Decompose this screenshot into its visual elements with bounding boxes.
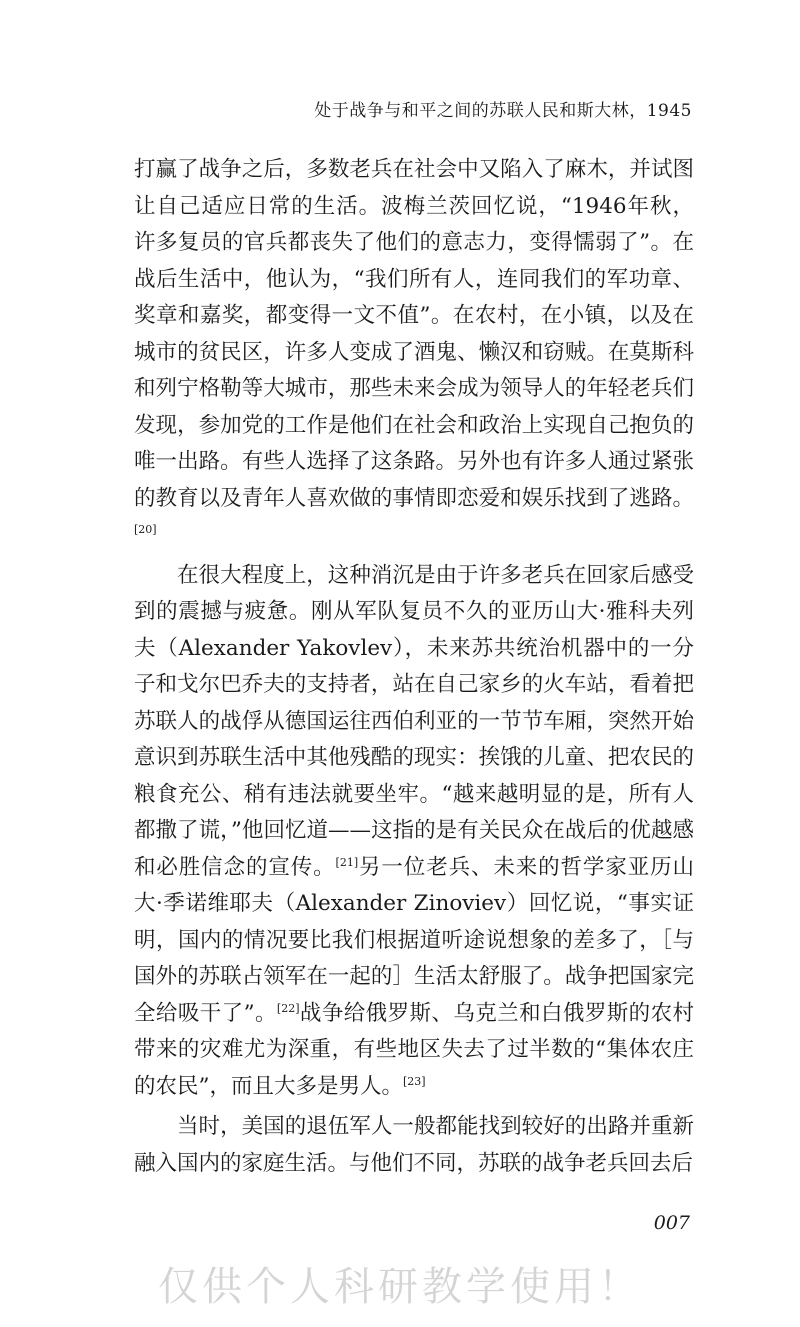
paragraph-1 <box>134 152 694 554</box>
paragraph-2 <box>134 558 694 1106</box>
running-head: 处于战争与和平之间的苏联人民和斯大林，1945 <box>314 101 692 121</box>
body-text <box>134 152 694 1182</box>
watermark: 仅供个人科研教学使用！ <box>158 1264 642 1310</box>
paragraph-text: 另一位老兵、未来的哲学家亚历山大·季诺维耶夫（Alexander Zinoviev）回忆说，“事实证明，国内的情况要比我们根据道听途说想象的差多了，［与国外的苏联占领军在一起的］生活太舒服了。战争把国家完全给吸干了”。 <box>134 854 694 1026</box>
paragraph-3 <box>134 1109 694 1182</box>
page-number: 007 <box>653 1212 690 1234</box>
footnote-ref-23[interactable]: [23] <box>403 1074 426 1088</box>
footnote-ref-21[interactable]: [21] <box>335 855 359 869</box>
header-rule <box>134 128 694 129</box>
paragraph-text: 打赢了战争之后，多数老兵在社会中又陷入了麻木，并试图让自己适应日常的生活。波梅兰茨回忆说，“1946年秋，许多复员的官兵都丧失了他们的意志力，变得懦弱了”。在战后生活中，他认为，“我们所有人，连同我们的军功章、奖章和嘉奖，都变得一文不值”。在农村，在小镇，以及在城市的贫民区，许多人变成了酒鬼、懒汉和窃贼。在莫斯科和列宁格勒等大城市，那些未来会成为领导人的年轻老兵们发现，参加党的工作是他们在社会和政治上实现自己抱负的唯一出路。有些人选择了这条路。另外也有许多人通过紧张的教育以及青年人喜欢做的事情即恋爱和娱乐找到了逃路。 <box>134 157 694 511</box>
footnote-ref-20[interactable]: [20] <box>134 522 157 536</box>
paragraph-text: 战争给俄罗斯、乌克兰和白俄罗斯的农村带来的灾难尤为深重，有些地区失去了过半数的“集体农庄的农民”，而且大多是男人。 <box>134 1000 694 1099</box>
footnote-ref-22[interactable]: [22] <box>276 1001 300 1015</box>
paragraph-text: 当时，美国的退伍军人一般都能找到较好的出路并重新融入国内的家庭生活。与他们不同，苏联的战争老兵回去后 <box>134 1114 694 1176</box>
paragraph-text: 在很大程度上，这种消沉是由于许多老兵在回家后感受到的震撼与疲惫。刚从军队复员不久的亚历山大·雅科夫列夫（Alexander Yakovlev），未来苏共统治机器中的一分子和戈尔巴乔夫的支持者，站在自己家乡的火车站，看着把苏联人的战俘从德国运往西伯利亚的一节节车厢，突然开始意识到苏联生活中其他残酷的现实：挨饿的儿童、把农民的粮食充公、稍有违法就要坐牢。“越来越明显的是，所有人都撒了谎，”他回忆道——这指的是有关民众在战后的优越感和必胜信念的宣传。 <box>134 562 694 880</box>
